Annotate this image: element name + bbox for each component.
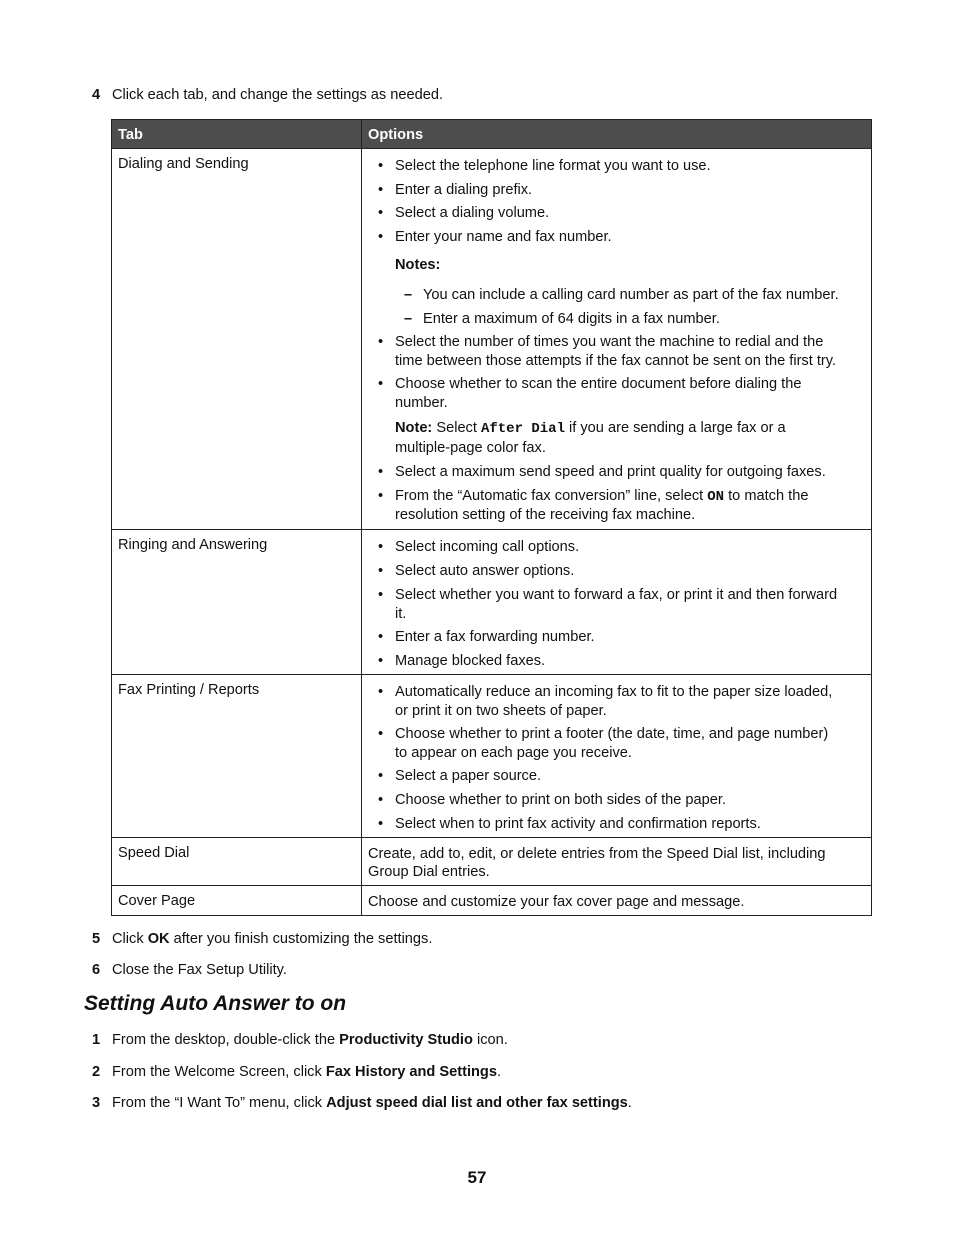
section-step-2: 2 From the Welcome Screen, click Fax History and Settings.: [92, 1064, 502, 1080]
code-on: ON: [707, 489, 725, 505]
page-number: 57: [467, 1168, 487, 1187]
step-number: 3: [92, 1095, 101, 1111]
tab-name: Cover Page: [112, 886, 362, 916]
step-number: 5: [92, 931, 101, 947]
table-row: [112, 149, 872, 530]
step-4: [92, 86, 443, 104]
tab-options-table: [111, 119, 872, 916]
step-6: 6 Close the Fax Setup Utility.: [92, 962, 287, 978]
step-number: 6: [92, 962, 101, 978]
tab-name: Ringing and Answering: [112, 530, 362, 675]
step-number: 4: [92, 87, 101, 103]
section-heading: Setting Auto Answer to on: [84, 992, 347, 1015]
step-number: 1: [92, 1032, 101, 1048]
tab-name: Dialing and Sending: [112, 149, 362, 530]
options-cell: Choose and customize your fax cover page and message.: [362, 886, 872, 916]
header-tab: Tab: [112, 120, 362, 149]
section-step-3: 3 From the “I Want To” menu, click Adjust speed dial list and other fax settings.: [92, 1095, 632, 1111]
options-cell: • Select the telephone line format you want to use. • Enter a dialing prefix. • Select a dialing volume. • Enter your name and fax number. Notes: – You can include a calling card number as part of the fax number. – Enter a maximum of 64 digits in a fax number. • Select the number of times you want the machine to redial and the time between those attempts if the fax cannot be sent on the first try. • Choose whether to scan the entire document before dialing the number. Note: Select After Dial if you are sending a large fax or a multiple-page color fax. • Select a maximum send speed and print quality for outgoing faxes. • From the “Automatic fax conversion” line, select ON to match the resolution setting of the receiving fax machine.: [362, 149, 872, 530]
step-5: 5 Click OK after you finish customizing the settings.: [92, 931, 433, 947]
header-options: Options: [362, 120, 872, 149]
step-number: 2: [92, 1064, 101, 1080]
tab-name: Fax Printing / Reports: [112, 675, 362, 838]
table-row: [112, 675, 872, 838]
tab-name: Speed Dial: [112, 838, 362, 886]
options-cell: • Select incoming call options. • Select auto answer options. • Select whether you want to forward a fax, or print it and then forward it. • Enter a fax forwarding number. • Manage blocked faxes.: [362, 530, 872, 675]
options-cell: Create, add to, edit, or delete entries from the Speed Dial list, including Group Dial entries.: [362, 838, 872, 886]
table-row: [112, 838, 872, 886]
section-step-1: 1 From the desktop, double-click the Productivity Studio icon.: [92, 1032, 508, 1048]
table-row: [112, 530, 872, 675]
table-header-row: [112, 120, 872, 149]
step-text: Click each tab, and change the settings as needed.: [112, 87, 444, 103]
options-cell: • Automatically reduce an incoming fax to fit to the paper size loaded, or print it on two sheets of paper. • Choose whether to print a footer (the date, time, and page number) to appear on each page you receive. • Select a paper source. • Choose whether to print on both sides of the paper. • Select when to print fax activity and confirmation reports.: [362, 675, 872, 838]
table-row: [112, 886, 872, 916]
code-after-dial: After Dial: [480, 421, 565, 437]
